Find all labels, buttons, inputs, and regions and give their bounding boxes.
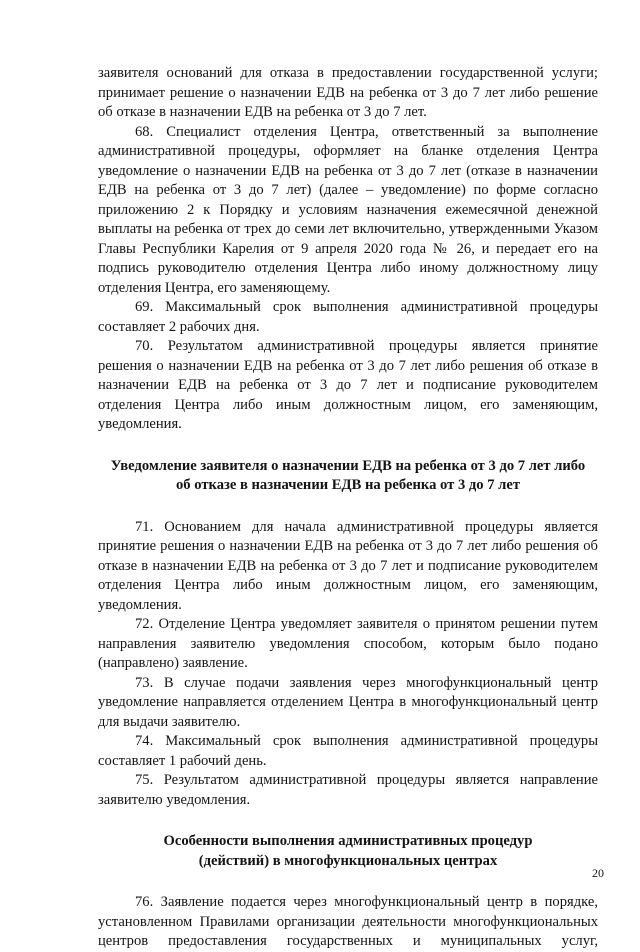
paragraph-71: 71. Основанием для начала административной процедуры является принятие решения о назначении ЕДВ на ребенка от 3 до 7 лет либо решения об отказе в назначении ЕДВ на ребенка от 3 до 7 лет и подписание руководителем отделения Центра либо иным должностным лицом, его заменяющим, уведомления. [98,518,598,613]
section-heading-mfc [98,832,598,871]
section-heading-mfc-line-1: Особенности выполнения административных процедур [163,833,533,849]
paragraph-72: 72. Отделение Центра уведомляет заявителя о принятом решении путем направления заявителю уведомления способом, которым было подано (направлено) заявление. [98,616,598,671]
paragraph-69: 69. Максимальный срок выполнения административной процедуры составляет 2 рабочих дня. [98,299,598,335]
section-heading-mfc-line-2: (действий) в многофункциональных центрах [198,852,498,869]
paragraph-67-continuation: заявителя оснований для отказа в предоставлении государственной услуги; принимает решение о назначении ЕДВ на ребенка от 3 до 7 лет либо решение об отказе в назначении ЕДВ на ребенка от 3 до 7 лет. [98,65,598,120]
page-number: 20 [592,866,604,880]
paragraph-74: 74. Максимальный срок выполнения административной процедуры составляет 1 рабочий день. [98,733,598,769]
section-heading-notification-line-2: об отказе в назначении ЕДВ на ребенка от 3 до 7 лет [176,477,520,493]
paragraph-75: 75. Результатом административной процедуры является направление заявителю уведомления. [98,772,598,808]
paragraph-70: 70. Результатом административной процедуры является принятие решения о назначении ЕДВ на ребенка от 3 до 7 лет либо решения об отказе в назначении ЕДВ на ребенка от 3 до 7 лет и подписание руководителем отделения Центра либо иным должностным лицом, его заменяющим, уведомления. [98,338,598,432]
paragraph-68: 68. Специалист отделения Центра, ответственный за выполнение административной процедуры, оформляет на бланке отделения Центра уведомление о назначении ЕДВ на ребенка от 3 до 7 лет (отказе в назначении ЕДВ на ребенка от 3 до 7 лет) (далее – уведомление) по форме согласно приложению 2 к Порядку и условиям назначения ежемесячной денежной выплаты на ребенка от трех до семи лет включительно, утвержденными Указом Главы Республики Карелия от 9 апреля 2020 года № 26, и передает его на подпись руководителю отделения Центра либо иному должностному лицу отделения Центра, его заменяющему. [98,123,598,296]
section-heading-notification-line-1: Уведомление заявителя о назначении ЕДВ на ребенка от 3 до 7 лет либо [110,457,586,474]
document-body [98,64,598,952]
paragraph-76: 76. Заявление подается через многофункциональный центр в порядке, установленном Правилами организации деятельности многофункциональных центров предоставления государственных и муниципальных услуг, [98,894,598,949]
paragraph-73: 73. В случае подачи заявления через многофункциональный центр уведомление направляется отделением Центра в многофункциональный центр для выдачи заявителю. [98,674,598,730]
section-heading-notification [98,457,598,496]
